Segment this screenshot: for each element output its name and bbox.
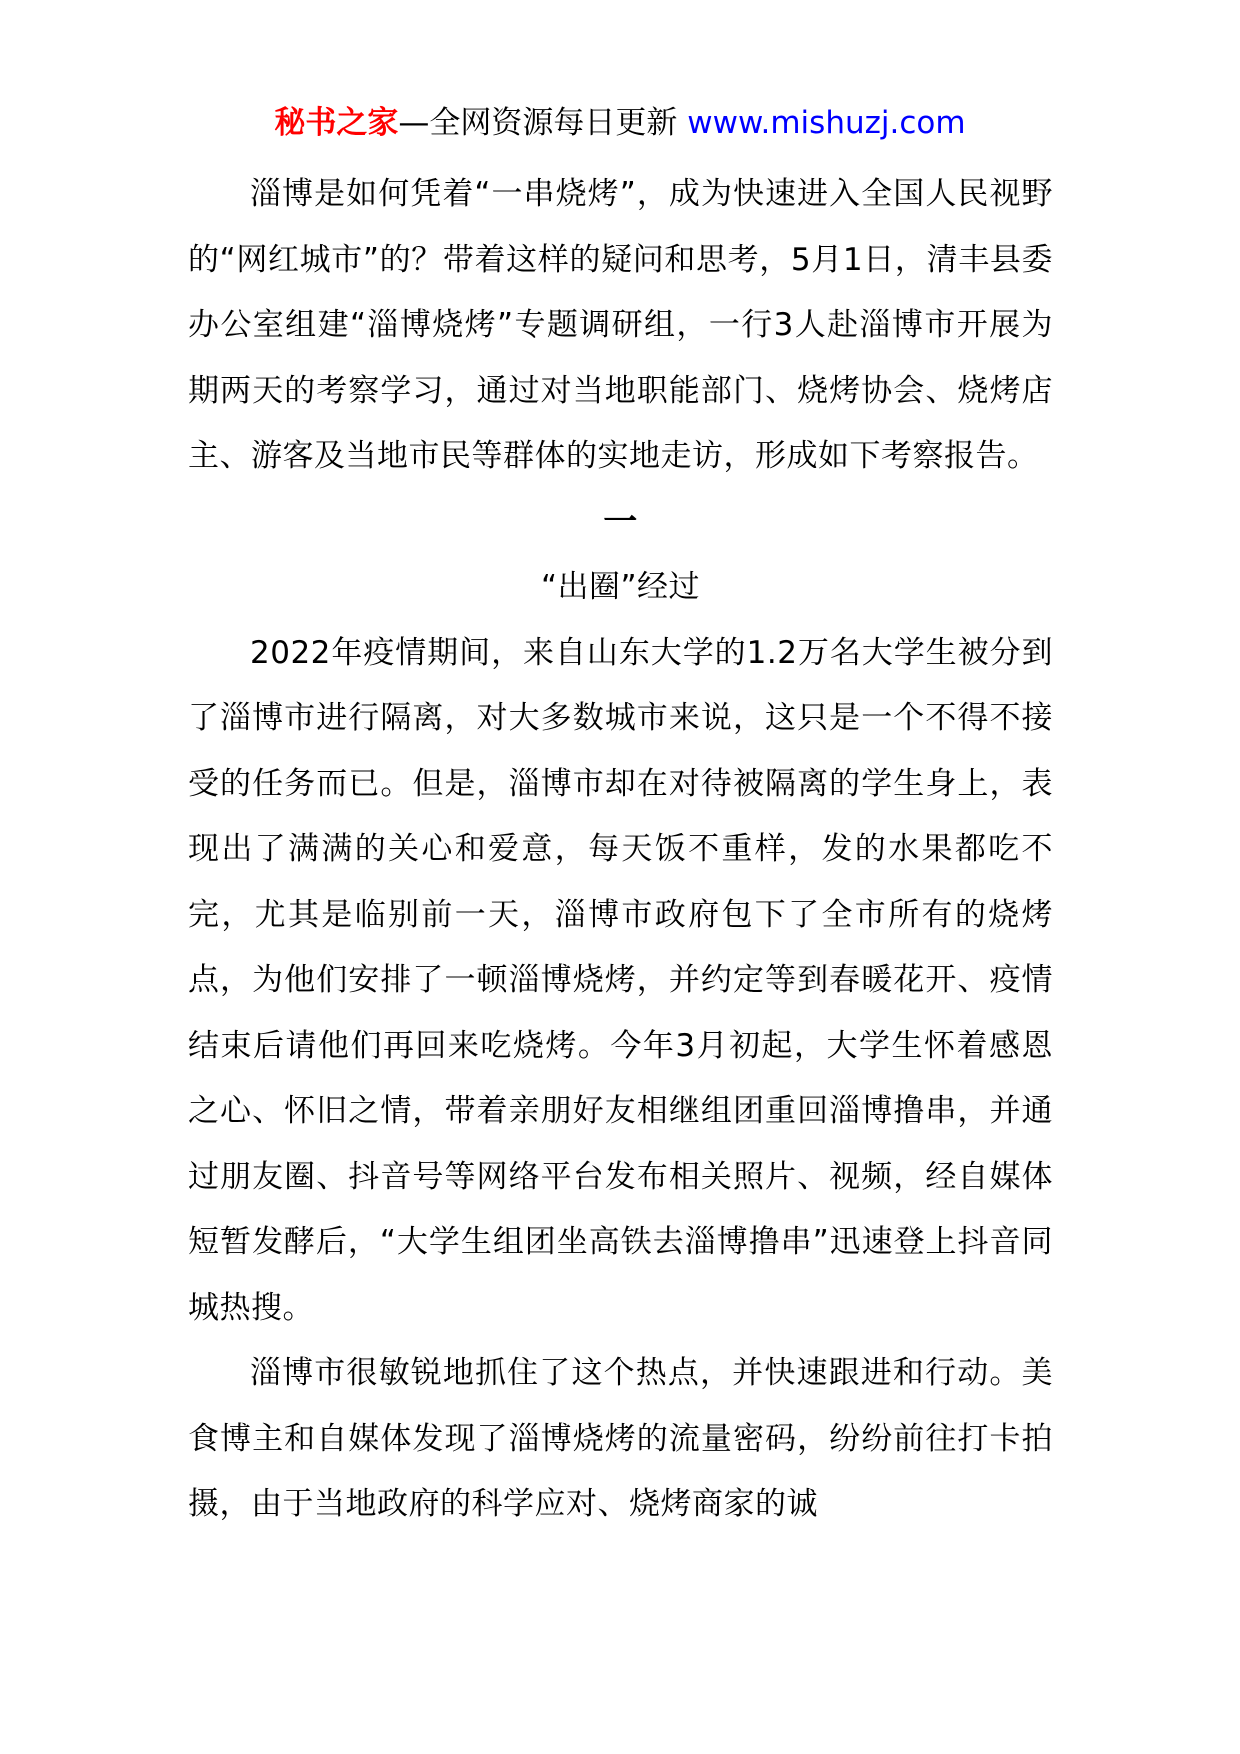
document-body <box>188 162 1053 1538</box>
intro-paragraph: 淄博是如何凭着“一串烧烤”，成为快速进入全国人民视野的“网红城市”的？带着这样的疑问和思考，5月1日，清丰县委办公室组建“淄博烧烤”专题调研组，一行3人赴淄博市开展为期两天的考察学习，通过对当地职能部门、烧烤协会、烧烤店主、游客及当地市民等群体的实地走访，形成如下考察报告。 <box>188 176 1053 474</box>
section-title: “出圈”经过 <box>540 569 701 605</box>
header-tagline: —全网资源每日更新 <box>398 105 688 141</box>
website-link[interactable]: www.mishuzj.com <box>687 105 966 141</box>
body-paragraph-1: 2022年疫情期间，来自山东大学的1.2万名大学生被分到了淄博市进行隔离，对大多数城市来说，这只是一个不得不接受的任务而已。但是，淄博市却在对待被隔离的学生身上，表现出了满满的关心和爱意，每天饭不重样，发的水果都吃不完，尤其是临别前一天，淄博市政府包下了全市所有的烧烤点，为他们安排了一顿淄博烧烤，并约定等到春暖花开、疫情结束后请他们再回来吃烧烤。今年3月初起，大学生怀着感恩之心、怀旧之情，带着亲朋好友相继组团重回淄博撸串，并通过朋友圈、抖音号等网络平台发布相关照片、视频，经自媒体短暂发酵后，“大学生组团坐高铁去淄博撸串”迅速登上抖音同城热搜。 <box>188 634 1053 1326</box>
section-number: 一 <box>603 501 638 542</box>
page-header <box>0 100 1240 146</box>
brand-name: 秘书之家 <box>274 105 399 141</box>
body-paragraph-2: 淄博市很敏锐地抓住了这个热点，并快速跟进和行动。美食博主和自媒体发现了淄博烧烤的流量密码，纷纷前往打卡拍摄，由于当地政府的科学应对、烧烤商家的诚 <box>188 1355 1053 1522</box>
